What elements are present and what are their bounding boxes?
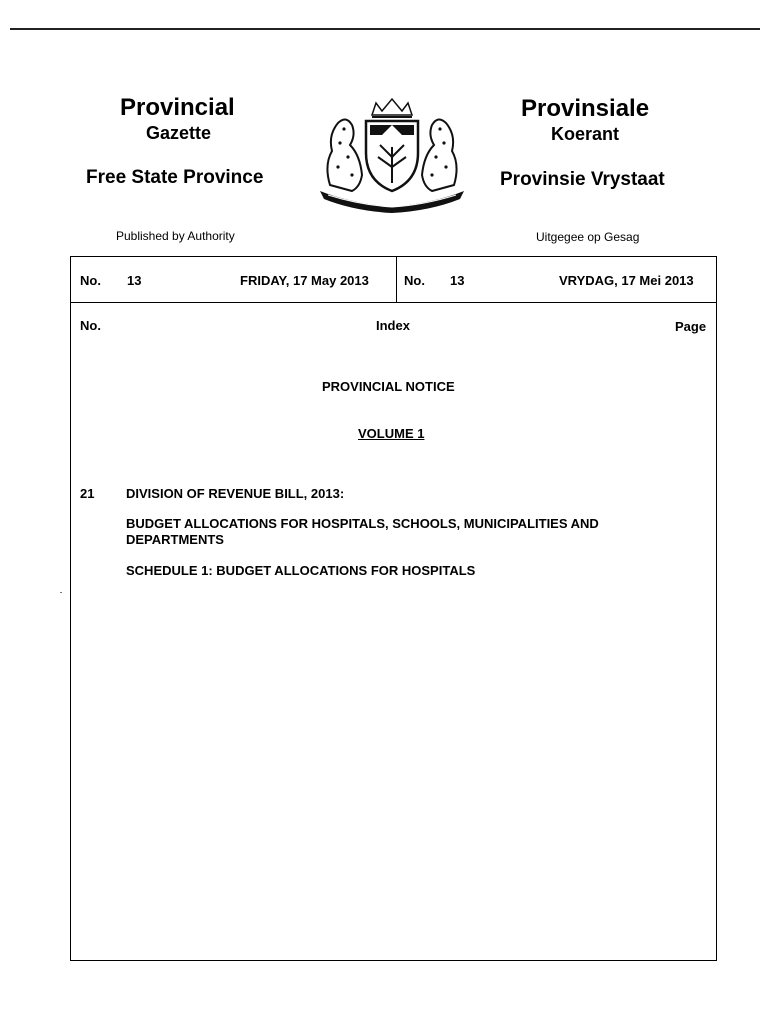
top-rule — [10, 28, 760, 30]
issue-no-label-af: No. — [404, 273, 425, 288]
gazette-title-en: Provincial — [120, 94, 235, 121]
province-name-af: Provinsie Vrystaat — [500, 169, 665, 190]
province-name-en: Free State Province — [86, 167, 264, 188]
notice-schedule: SCHEDULE 1: BUDGET ALLOCATIONS FOR HOSPITALS — [126, 563, 476, 578]
scan-speck — [60, 592, 62, 593]
published-by-authority-af: Uitgegee op Gesag — [536, 230, 640, 244]
issue-date-af: VRYDAG, 17 Mei 2013 — [559, 273, 694, 288]
notice-number: 21 — [80, 486, 95, 501]
gazette-subtitle-en: Gazette — [146, 123, 212, 143]
issue-row — [71, 257, 716, 303]
section-title: PROVINCIAL NOTICE — [322, 379, 455, 394]
index-header: Index — [376, 318, 410, 333]
gazette-title-af: Provinsiale — [521, 95, 650, 122]
gazette-content-frame — [70, 256, 717, 961]
notice-title: DIVISION OF REVENUE BILL, 2013: — [126, 486, 345, 501]
issue-date: FRIDAY, 17 May 2013 — [240, 273, 369, 288]
published-by-authority: Published by Authority — [116, 229, 235, 243]
index-no-header: No. — [80, 318, 101, 333]
issue-number: 13 — [127, 273, 142, 288]
volume-heading: VOLUME 1 — [358, 426, 425, 441]
notice-subtitle-line1: BUDGET ALLOCATIONS FOR HOSPITALS, SCHOOLS, MUNICIPALITIES AND — [126, 516, 599, 531]
issue-number-af: 13 — [450, 273, 465, 288]
issue-no-label: No. — [80, 273, 101, 288]
index-page-header: Page — [675, 319, 707, 334]
coat-of-arms-icon — [310, 95, 474, 213]
gazette-subtitle-af: Koerant — [551, 124, 620, 144]
notice-subtitle-line2: DEPARTMENTS — [126, 532, 224, 547]
issue-row-divider — [396, 257, 397, 302]
